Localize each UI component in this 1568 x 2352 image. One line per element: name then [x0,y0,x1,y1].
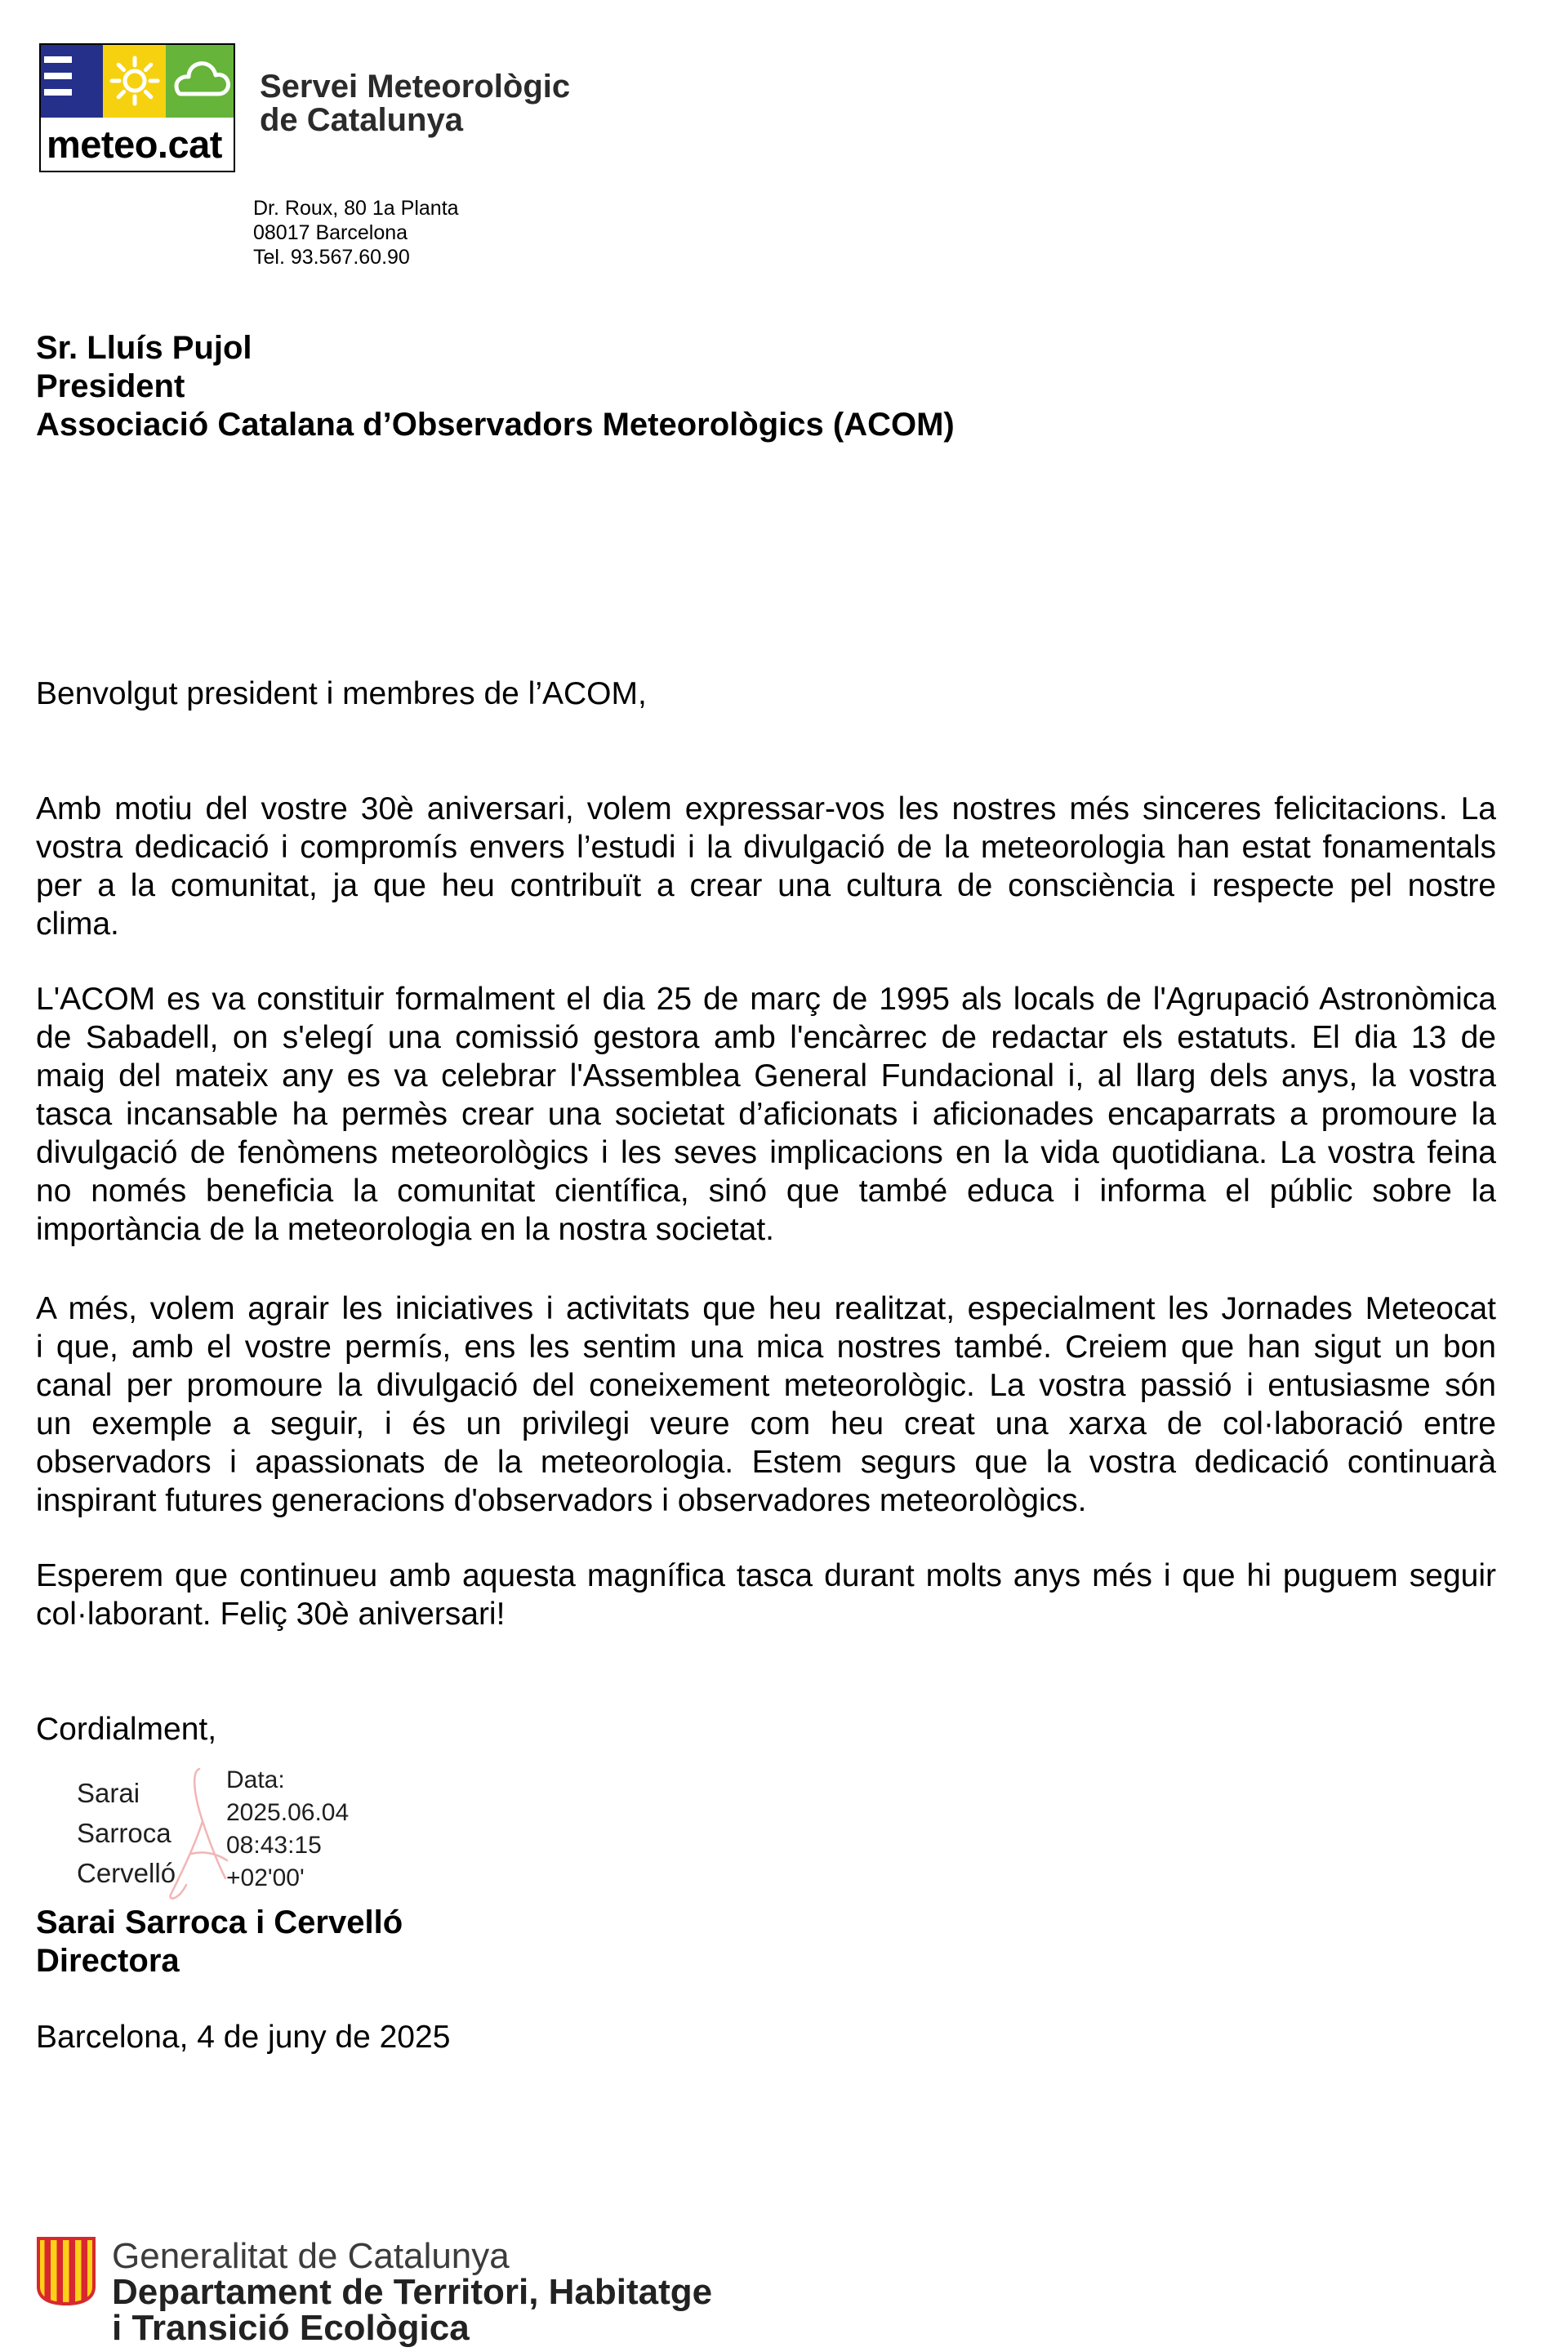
signatory-block [36,1904,403,1980]
salutation: Benvolgut president i membres de l’ACOM, [36,676,647,711]
paragraph-line: de Sabadell, on s'elegí una comissió gestora amb l'encàrrec de redactar els estatuts. El dia 13 de [36,1020,1496,1055]
paragraph-line: tasca incansable ha permès crear una societat d’aficionats i aficionades encaparrats a promoure la [36,1097,1496,1132]
paragraph-line: maig del mateix any es va celebrar l'Assemblea General Fundacional i, al llarg dels anys, la vostra [36,1058,1496,1094]
recipient-name: Sr. Lluís Pujol [36,330,252,366]
signature-name-line: Sarai [77,1778,140,1808]
organization-name-line: de Catalunya [260,102,463,138]
body-paragraph [36,980,1496,1249]
logo-wordmark: meteo.cat [47,122,222,166]
body-paragraph [36,1557,1496,1633]
signature-time: 08:43:15 [226,1832,322,1859]
address-phone: Tel. 93.567.60.90 [253,246,410,269]
paragraph-line: per a la comunitat, ja que heu contribuït a crear una cultura de consciència i respecte pel nostre [36,868,1496,903]
paragraph-line: canal per promoure la divulgació del coneixement meteorològic. La vostra passió i entusiasme són [36,1368,1496,1403]
signatory-name: Sarai Sarroca i Cervelló [36,1904,403,1940]
paragraph-line: vostra dedicació i compromís envers l’estudi i la divulgació de la meteorologia han estat fonamentals [36,830,1496,865]
paragraph-line: A més, volem agrair les iniciatives i activitats que heu realitzat, especialment les Jornades Meteocat [36,1291,1496,1326]
paragraph-line: Esperem que continueu amb aquesta magnífica tasca durant molts anys més i que hi puguem seguir [36,1558,1496,1593]
body-paragraph [36,1290,1496,1520]
signature-name-line: Sarroca [77,1818,172,1848]
organization-name [260,70,570,137]
logo-yellow-block [103,45,166,118]
body-paragraph [36,790,1496,943]
paragraph-line: inspirant futures generacions d'observadors i observadores meteorològics. [36,1483,1087,1518]
address-city: 08017 Barcelona [253,221,408,244]
sun-icon [103,45,166,118]
paragraph-line: un exemple a seguir, i és un privilegi veure com heu creat una xarxa de col·laboració entre [36,1406,1496,1441]
footer-institution [112,2238,712,2346]
paragraph-line: importància de la meteorologia en la nostra societat. [36,1212,775,1247]
place-and-date: Barcelona, 4 de juny de 2025 [36,2020,451,2055]
signature-name-line: Cervelló [77,1858,176,1888]
closing: Cordialment, [36,1712,217,1747]
logo-blue-block [41,45,103,118]
footer-government: Generalitat de Catalunya [112,2236,510,2276]
paragraph-line: clima. [36,906,119,942]
paragraph-line: i que, amb el vostre permís, ens les sentim una mica nostres també. Creiem que han sigut un bon [36,1330,1496,1365]
paragraph-line: no només beneficia la comunitat científica, sinó que també educa i informa el públic sobre la [36,1174,1496,1209]
organization-name-line: Servei Meteorològic [260,69,571,105]
recipient-title: President [36,368,185,404]
paragraph-line: divulgació de fenòmens meteorològics i les seves implicacions en la vida quotidiana. La vostra feina [36,1135,1496,1170]
menu-bars-icon [41,45,103,118]
paragraph-line: col·laborant. Feliç 30è aniversari! [36,1597,506,1632]
meteocat-logo [39,43,235,172]
recipient-organization: Associació Catalana d’Observadors Meteorològics (ACOM) [36,407,955,443]
digital-signature-timestamp [226,1764,349,1895]
signatory-title: Directora [36,1943,180,1979]
digital-signature-name [77,1773,176,1893]
cloud-icon [166,45,234,118]
sender-address [253,196,459,270]
footer-department: Departament de Territori, Habitatge [112,2272,713,2312]
paragraph-line: Amb motiu del vostre 30è aniversari, volem expressar-vos les nostres més sinceres felicitacions. La [36,791,1496,826]
address-street: Dr. Roux, 80 1a Planta [253,197,459,220]
recipient-block [36,329,955,444]
signature-timezone: +02'00' [226,1864,305,1891]
signature-date-label: Data: [226,1766,285,1793]
paragraph-line: observadors i apassionats de la meteorologia. Estem segurs que la vostra dedicació continuarà [36,1445,1496,1480]
generalitat-logo-icon [36,2236,96,2306]
signature-date: 2025.06.04 [226,1799,350,1826]
logo-green-block [166,45,234,118]
paragraph-line: L'ACOM es va constituir formalment el dia 25 de març de 1995 als locals de l'Agrupació Astronòmica [36,982,1496,1017]
footer-department-continued: i Transició Ecològica [112,2308,470,2348]
